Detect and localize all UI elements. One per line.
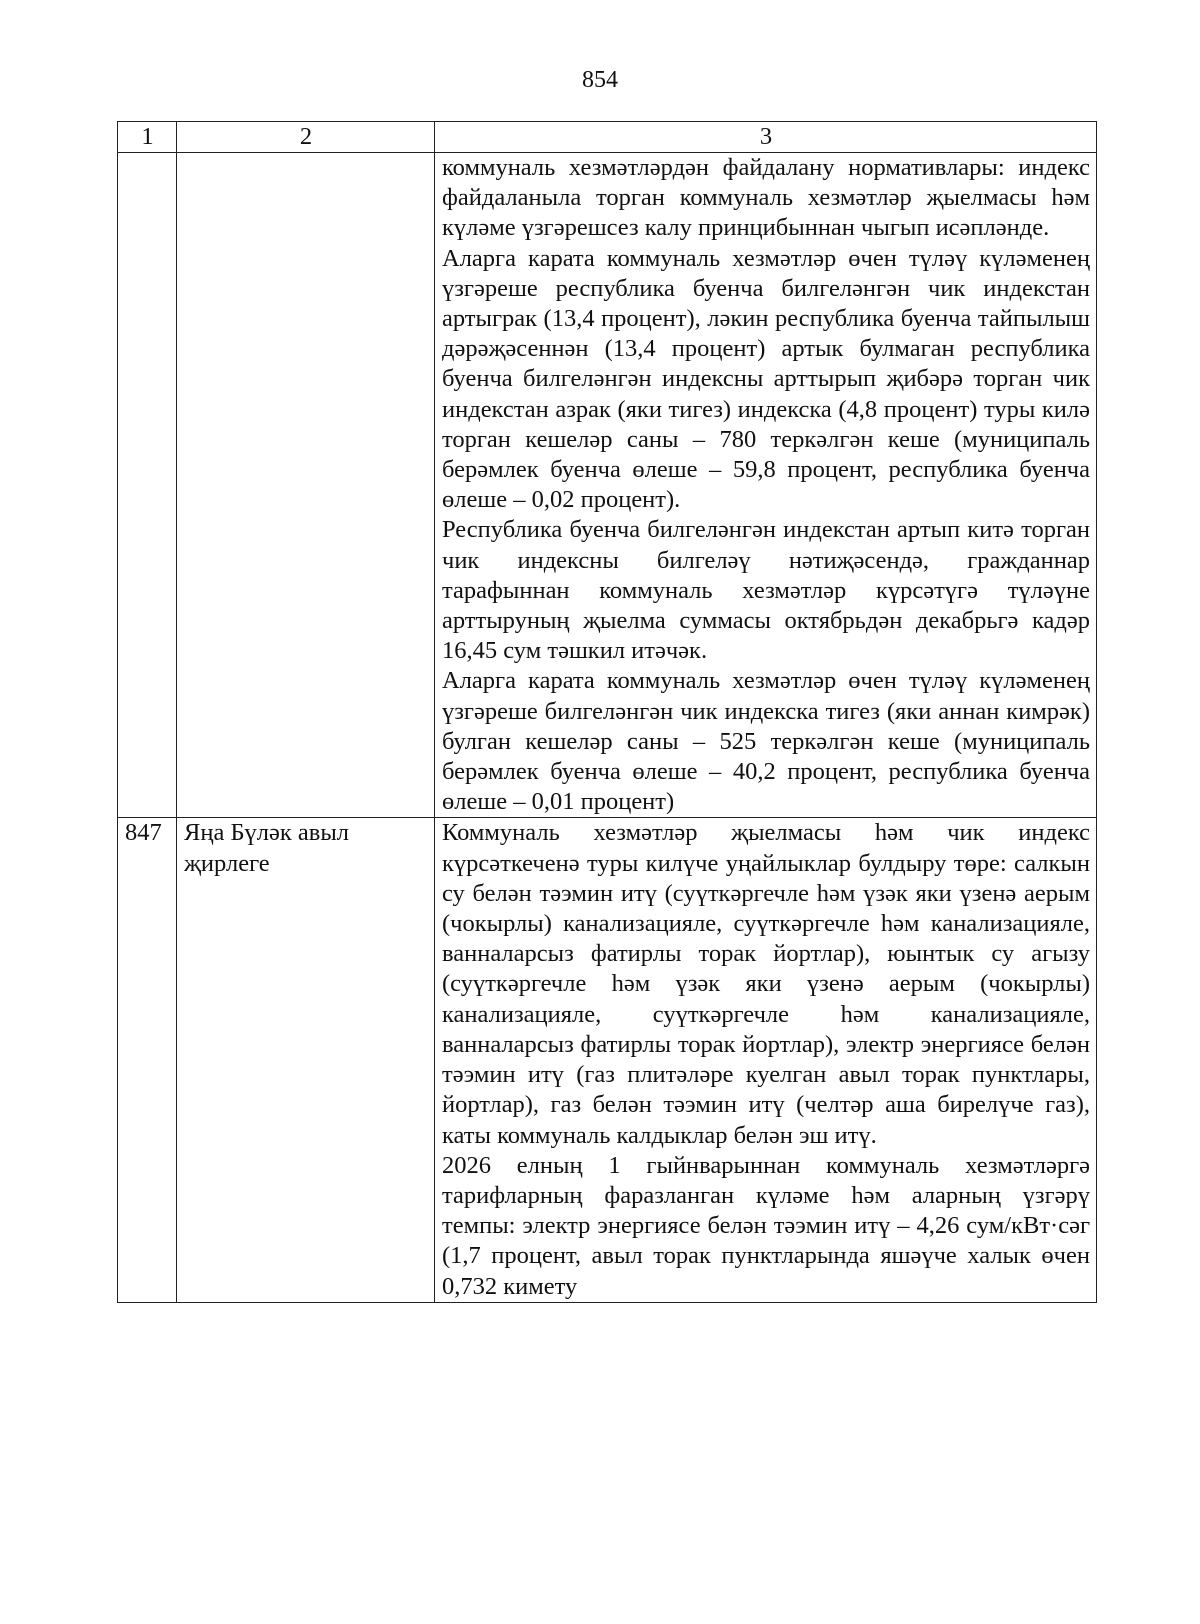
table-row bbox=[118, 153, 1097, 818]
content-paragraph: Республика буенча билгеләнгән индекстан артып китә торган чик индексны билгеләү нәтиҗәсендә, гражданнар тарафыннан коммуналь хезмәтләр күрсәтүгә түләүне арттыруның җыелма суммасы октябрьдән декабрьгә кадәр 16,45 сум тәшкил итәчәк. bbox=[442, 516, 1090, 665]
column-header-3: 3 bbox=[435, 122, 1097, 153]
column-header-1: 1 bbox=[118, 122, 177, 153]
row-number: 847 bbox=[118, 818, 177, 1302]
content-paragraph: 2026 елның 1 гыйнварыннан коммуналь хезмәтләргә тарифларның фаразланган күләме һәм аларның үзгәрү темпы: электр энергиясе белән тәэмин итү – 4,26 сум/кВт·сәг (1,7 процент, авыл торак пунктларында яшәүче халык өчен 0,732 кимету bbox=[442, 1151, 1090, 1300]
content-paragraph: коммуналь хезмәтләрдән файдалану нормативлары: индекс файдаланыла торган коммуналь хезмәтләр җыелмасы һәм күләме үзгәрешсез калу принцибыннан чыгып исәпләнде. bbox=[442, 154, 1090, 242]
row-content bbox=[435, 818, 1097, 1302]
settlement-name bbox=[177, 153, 435, 818]
content-paragraph: Коммуналь хезмәтләр җыелмасы һәм чик индекс күрсәткеченә туры килүче уңайлыклар булдыру төре: салкын су белән тәэмин итү (суүткәргечле һәм үзәк яки үзенә аерым (чокырлы) канализацияле, суүткәргечле һәм канализацияле, ванналарсыз фатирлы торак йортлар), юынтык су агызу (суүткәргечле һәм үзәк яки үзенә аерым (чокырлы) канализацияле, суүткәргечле һәм канализацияле, ванналарсыз фатирлы торак йортлар), электр энергиясе белән тәэмин итү (газ плитәләре куелган авыл торак пунктлары, йортлар), газ белән тәэмин итү (челтәр аша бирелүче газ), каты коммуналь калдыклар белән эш итү. bbox=[442, 819, 1090, 1149]
table-header-row bbox=[118, 122, 1097, 153]
settlement-name: Яңа Бүләк авыл җирлеге bbox=[177, 818, 435, 1302]
row-content bbox=[435, 153, 1097, 818]
page-number: 854 bbox=[582, 67, 618, 93]
content-paragraph: Аларга карата коммуналь хезмәтләр өчен түләү күләменең үзгәреше республика буенча билгеләнгән чик индекстан артыграк (13,4 процент), ләкин республика буенча тайпылыш дәрәҗәсеннән (13,4 процент) артык булмаган республика буенча билгеләнгән индексны арттырып җибәрә торган чик индекстан азрак (яки тигез) индекска (4,8 процент) туры килә торган кешеләр саны – 780 теркәлгән кеше (муниципаль берәмлек буенча өлеше – 59,8 процент, республика буенча өлеше – 0,02 процент). bbox=[442, 244, 1090, 514]
column-header-2: 2 bbox=[177, 122, 435, 153]
document-table bbox=[117, 121, 1097, 1303]
table-row bbox=[118, 818, 1097, 1302]
content-paragraph: Аларга карата коммуналь хезмәтләр өчен түләү күләменең үзгәреше билгеләнгән чик индекска тигез (яки аннан кимрәк) булган кешеләр саны – 525 теркәлгән кеше (муниципаль берәмлек буенча өлеше – 40,2 процент, республика буенча өлеше – 0,01 процент) bbox=[442, 667, 1090, 816]
row-number bbox=[118, 153, 177, 818]
